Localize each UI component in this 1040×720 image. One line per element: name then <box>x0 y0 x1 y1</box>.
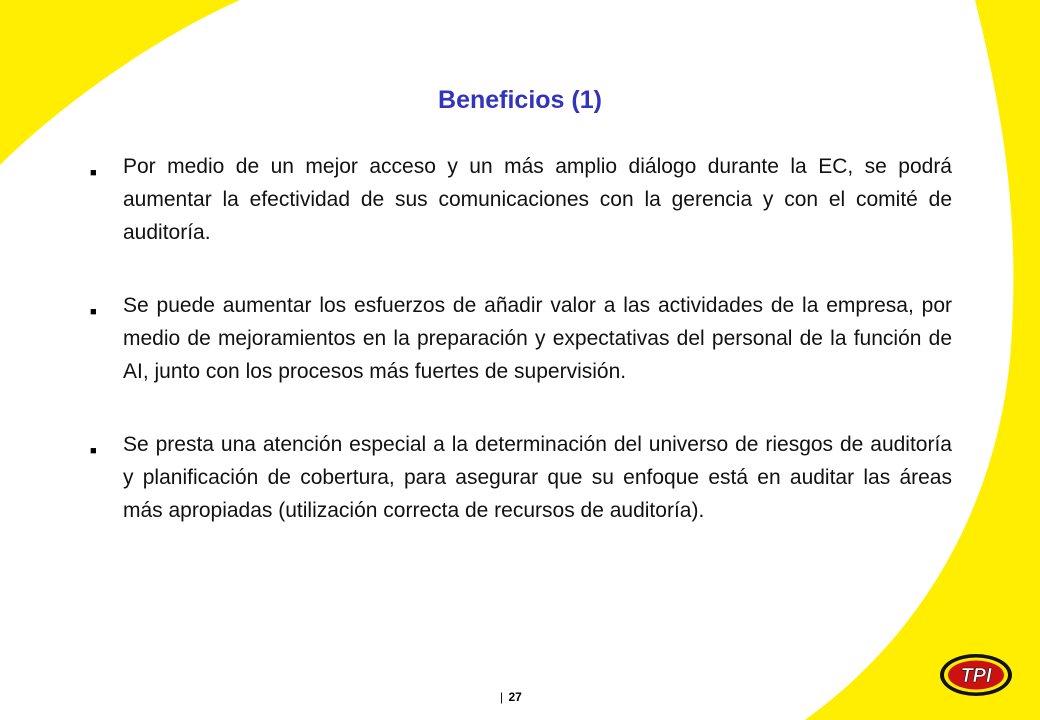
square-bullet-icon: ■ <box>90 445 97 457</box>
square-bullet-icon: ■ <box>90 167 97 179</box>
tpi-logo-icon <box>938 652 1014 698</box>
bullet-list <box>90 150 952 567</box>
page-number-value: 27 <box>508 690 522 704</box>
logo-text: TPI <box>960 665 992 687</box>
bullet-item <box>90 150 952 249</box>
bullet-text: Por medio de un mejor acceso y un más amplio diálogo durante la EC, se podrá aumentar la efectividad de sus comunicaciones con la gerencia y con el comité de auditoría. <box>123 155 952 244</box>
bullet-text: Se presta una atención especial a la determinación del universo de riesgos de auditoría y planificación de cobertura, para asegurar que su enfoque está en auditar las áreas más apropiadas (utilización correcta de recursos de auditoría). <box>123 433 952 522</box>
page-number <box>500 690 522 704</box>
bullet-item <box>90 289 952 388</box>
separator: | <box>500 690 504 704</box>
square-bullet-icon: ■ <box>90 306 97 318</box>
bullet-item <box>90 428 952 527</box>
slide-title: Beneficios (1) <box>438 86 602 114</box>
bullet-text: Se puede aumentar los esfuerzos de añadir valor a las actividades de la empresa, por medio de mejoramientos en la preparación y expectativas del personal de la función de AI, junto con los procesos más fuertes de supervisión. <box>123 294 952 383</box>
